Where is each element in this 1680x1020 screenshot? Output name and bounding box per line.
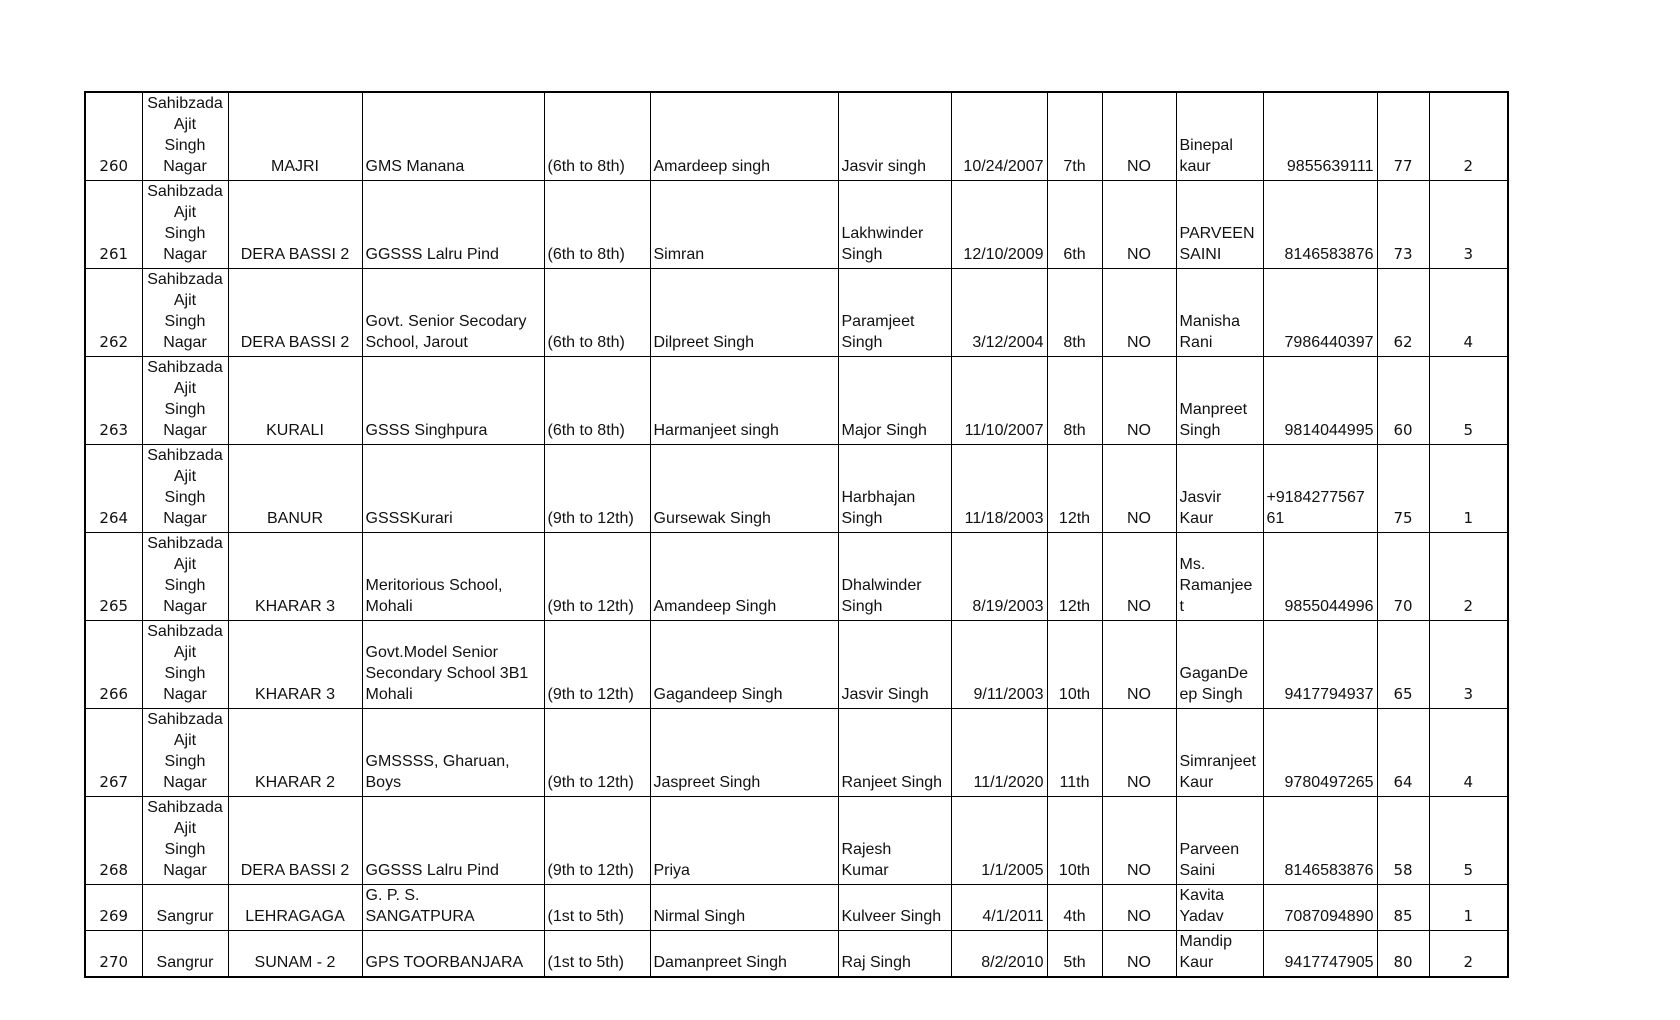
- phone-cell: 8146583876: [1263, 181, 1377, 269]
- district-cell: Sahibzada Ajit Singh Nagar: [142, 181, 228, 269]
- district-cell: Sahibzada Ajit Singh Nagar: [142, 92, 228, 181]
- serial-number-cell: 270: [85, 931, 142, 978]
- flag-cell: NO: [1102, 797, 1176, 885]
- student-name-cell: Gagandeep Singh: [650, 621, 838, 709]
- block-cell: LEHRAGAGA: [228, 885, 362, 931]
- school-cell: GMS Manana: [362, 92, 544, 181]
- phone-cell: 9855639111: [1263, 92, 1377, 181]
- student-name-cell: Dilpreet Singh: [650, 269, 838, 357]
- serial-number-cell: 261: [85, 181, 142, 269]
- class-cell: 7th: [1047, 92, 1102, 181]
- class-cell: 5th: [1047, 931, 1102, 978]
- serial-number-cell: 262: [85, 269, 142, 357]
- phone-cell: 7087094890: [1263, 885, 1377, 931]
- rank-cell: 1: [1429, 885, 1508, 931]
- rank-cell: 3: [1429, 621, 1508, 709]
- phone-cell: +9184277567 61: [1263, 445, 1377, 533]
- student-name-cell: Jaspreet Singh: [650, 709, 838, 797]
- date-of-birth-cell: 9/11/2003: [951, 621, 1047, 709]
- category-cell: (9th to 12th): [544, 621, 650, 709]
- date-of-birth-cell: 12/10/2009: [951, 181, 1047, 269]
- phone-cell: 9417794937: [1263, 621, 1377, 709]
- father-name-cell: Raj Singh: [838, 931, 951, 978]
- teacher-name-cell: Simranjeet Kaur: [1176, 709, 1263, 797]
- score-cell: 65: [1377, 621, 1429, 709]
- table-row: [85, 445, 1508, 533]
- serial-number-cell: 266: [85, 621, 142, 709]
- block-cell: DERA BASSI 2: [228, 181, 362, 269]
- class-cell: 6th: [1047, 181, 1102, 269]
- school-cell: Govt.Model Senior Secondary School 3B1 Mohali: [362, 621, 544, 709]
- category-cell: (6th to 8th): [544, 92, 650, 181]
- teacher-name-cell: PARVEEN SAINI: [1176, 181, 1263, 269]
- school-cell: GSSSKurari: [362, 445, 544, 533]
- date-of-birth-cell: 3/12/2004: [951, 269, 1047, 357]
- rank-cell: 2: [1429, 533, 1508, 621]
- score-cell: 73: [1377, 181, 1429, 269]
- score-cell: 62: [1377, 269, 1429, 357]
- flag-cell: NO: [1102, 533, 1176, 621]
- teacher-name-cell: Manisha Rani: [1176, 269, 1263, 357]
- rank-cell: 4: [1429, 269, 1508, 357]
- school-cell: GPS TOORBANJARA: [362, 931, 544, 978]
- school-cell: Meritorious School, Mohali: [362, 533, 544, 621]
- table-row: [85, 931, 1508, 978]
- father-name-cell: Harbhajan Singh: [838, 445, 951, 533]
- date-of-birth-cell: 10/24/2007: [951, 92, 1047, 181]
- phone-cell: 9855044996: [1263, 533, 1377, 621]
- date-of-birth-cell: 11/18/2003: [951, 445, 1047, 533]
- table-row: [85, 709, 1508, 797]
- block-cell: MAJRI: [228, 92, 362, 181]
- district-cell: Sangrur: [142, 931, 228, 978]
- school-cell: Govt. Senior Secodary School, Jarout: [362, 269, 544, 357]
- district-cell: Sahibzada Ajit Singh Nagar: [142, 533, 228, 621]
- father-name-cell: Dhalwinder Singh: [838, 533, 951, 621]
- table-row: [85, 621, 1508, 709]
- district-cell: Sahibzada Ajit Singh Nagar: [142, 269, 228, 357]
- rank-cell: 3: [1429, 181, 1508, 269]
- class-cell: 11th: [1047, 709, 1102, 797]
- score-cell: 70: [1377, 533, 1429, 621]
- teacher-name-cell: Jasvir Kaur: [1176, 445, 1263, 533]
- teacher-name-cell: Binepal kaur: [1176, 92, 1263, 181]
- phone-cell: 7986440397: [1263, 269, 1377, 357]
- rank-cell: 2: [1429, 92, 1508, 181]
- table-row: [85, 181, 1508, 269]
- table-row: [85, 92, 1508, 181]
- serial-number-cell: 260: [85, 92, 142, 181]
- student-name-cell: Amandeep Singh: [650, 533, 838, 621]
- teacher-name-cell: Manpreet Singh: [1176, 357, 1263, 445]
- category-cell: (6th to 8th): [544, 181, 650, 269]
- rank-cell: 4: [1429, 709, 1508, 797]
- block-cell: DERA BASSI 2: [228, 797, 362, 885]
- flag-cell: NO: [1102, 269, 1176, 357]
- teacher-name-cell: Parveen Saini: [1176, 797, 1263, 885]
- date-of-birth-cell: 8/19/2003: [951, 533, 1047, 621]
- father-name-cell: Jasvir singh: [838, 92, 951, 181]
- flag-cell: NO: [1102, 931, 1176, 978]
- score-cell: 85: [1377, 885, 1429, 931]
- phone-cell: 9814044995: [1263, 357, 1377, 445]
- rank-cell: 2: [1429, 931, 1508, 978]
- block-cell: BANUR: [228, 445, 362, 533]
- serial-number-cell: 265: [85, 533, 142, 621]
- district-cell: Sangrur: [142, 885, 228, 931]
- date-of-birth-cell: 8/2/2010: [951, 931, 1047, 978]
- category-cell: (1st to 5th): [544, 885, 650, 931]
- student-name-cell: Nirmal Singh: [650, 885, 838, 931]
- category-cell: (6th to 8th): [544, 357, 650, 445]
- category-cell: (1st to 5th): [544, 931, 650, 978]
- school-cell: GGSSS Lalru Pind: [362, 797, 544, 885]
- score-cell: 75: [1377, 445, 1429, 533]
- flag-cell: NO: [1102, 621, 1176, 709]
- block-cell: KHARAR 3: [228, 533, 362, 621]
- student-name-cell: Harmanjeet singh: [650, 357, 838, 445]
- father-name-cell: Lakhwinder Singh: [838, 181, 951, 269]
- block-cell: DERA BASSI 2: [228, 269, 362, 357]
- flag-cell: NO: [1102, 181, 1176, 269]
- block-cell: SUNAM - 2: [228, 931, 362, 978]
- rank-cell: 5: [1429, 357, 1508, 445]
- serial-number-cell: 268: [85, 797, 142, 885]
- school-cell: G. P. S. SANGATPURA: [362, 885, 544, 931]
- teacher-name-cell: GaganDe ep Singh: [1176, 621, 1263, 709]
- phone-cell: 9780497265: [1263, 709, 1377, 797]
- father-name-cell: Ranjeet Singh: [838, 709, 951, 797]
- district-cell: Sahibzada Ajit Singh Nagar: [142, 357, 228, 445]
- school-cell: GGSSS Lalru Pind: [362, 181, 544, 269]
- table-row: [85, 269, 1508, 357]
- score-cell: 58: [1377, 797, 1429, 885]
- table-row: [85, 797, 1508, 885]
- class-cell: 12th: [1047, 445, 1102, 533]
- school-cell: GMSSSS, Gharuan, Boys: [362, 709, 544, 797]
- results-table: [84, 91, 1509, 978]
- student-name-cell: Amardeep singh: [650, 92, 838, 181]
- date-of-birth-cell: 1/1/2005: [951, 797, 1047, 885]
- block-cell: KHARAR 3: [228, 621, 362, 709]
- serial-number-cell: 269: [85, 885, 142, 931]
- score-cell: 64: [1377, 709, 1429, 797]
- serial-number-cell: 264: [85, 445, 142, 533]
- class-cell: 8th: [1047, 357, 1102, 445]
- class-cell: 10th: [1047, 797, 1102, 885]
- student-name-cell: Priya: [650, 797, 838, 885]
- student-name-cell: Damanpreet Singh: [650, 931, 838, 978]
- father-name-cell: Major Singh: [838, 357, 951, 445]
- category-cell: (9th to 12th): [544, 445, 650, 533]
- date-of-birth-cell: 4/1/2011: [951, 885, 1047, 931]
- flag-cell: NO: [1102, 445, 1176, 533]
- district-cell: Sahibzada Ajit Singh Nagar: [142, 445, 228, 533]
- father-name-cell: Jasvir Singh: [838, 621, 951, 709]
- father-name-cell: Kulveer Singh: [838, 885, 951, 931]
- score-cell: 77: [1377, 92, 1429, 181]
- flag-cell: NO: [1102, 92, 1176, 181]
- class-cell: 10th: [1047, 621, 1102, 709]
- rank-cell: 1: [1429, 445, 1508, 533]
- score-cell: 80: [1377, 931, 1429, 978]
- serial-number-cell: 263: [85, 357, 142, 445]
- date-of-birth-cell: 11/10/2007: [951, 357, 1047, 445]
- table-row: [85, 533, 1508, 621]
- phone-cell: 8146583876: [1263, 797, 1377, 885]
- class-cell: 8th: [1047, 269, 1102, 357]
- serial-number-cell: 267: [85, 709, 142, 797]
- table-row: [85, 357, 1508, 445]
- school-cell: GSSS Singhpura: [362, 357, 544, 445]
- teacher-name-cell: Mandip Kaur: [1176, 931, 1263, 978]
- teacher-name-cell: Ms. Ramanjee t: [1176, 533, 1263, 621]
- rank-cell: 5: [1429, 797, 1508, 885]
- flag-cell: NO: [1102, 885, 1176, 931]
- father-name-cell: Rajesh Kumar: [838, 797, 951, 885]
- district-cell: Sahibzada Ajit Singh Nagar: [142, 797, 228, 885]
- category-cell: (6th to 8th): [544, 269, 650, 357]
- category-cell: (9th to 12th): [544, 533, 650, 621]
- block-cell: KHARAR 2: [228, 709, 362, 797]
- phone-cell: 9417747905: [1263, 931, 1377, 978]
- flag-cell: NO: [1102, 357, 1176, 445]
- class-cell: 4th: [1047, 885, 1102, 931]
- class-cell: 12th: [1047, 533, 1102, 621]
- category-cell: (9th to 12th): [544, 709, 650, 797]
- district-cell: Sahibzada Ajit Singh Nagar: [142, 709, 228, 797]
- district-cell: Sahibzada Ajit Singh Nagar: [142, 621, 228, 709]
- table-row: [85, 885, 1508, 931]
- date-of-birth-cell: 11/1/2020: [951, 709, 1047, 797]
- block-cell: KURALI: [228, 357, 362, 445]
- student-name-cell: Simran: [650, 181, 838, 269]
- teacher-name-cell: Kavita Yadav: [1176, 885, 1263, 931]
- father-name-cell: Paramjeet Singh: [838, 269, 951, 357]
- score-cell: 60: [1377, 357, 1429, 445]
- flag-cell: NO: [1102, 709, 1176, 797]
- category-cell: (9th to 12th): [544, 797, 650, 885]
- student-name-cell: Gursewak Singh: [650, 445, 838, 533]
